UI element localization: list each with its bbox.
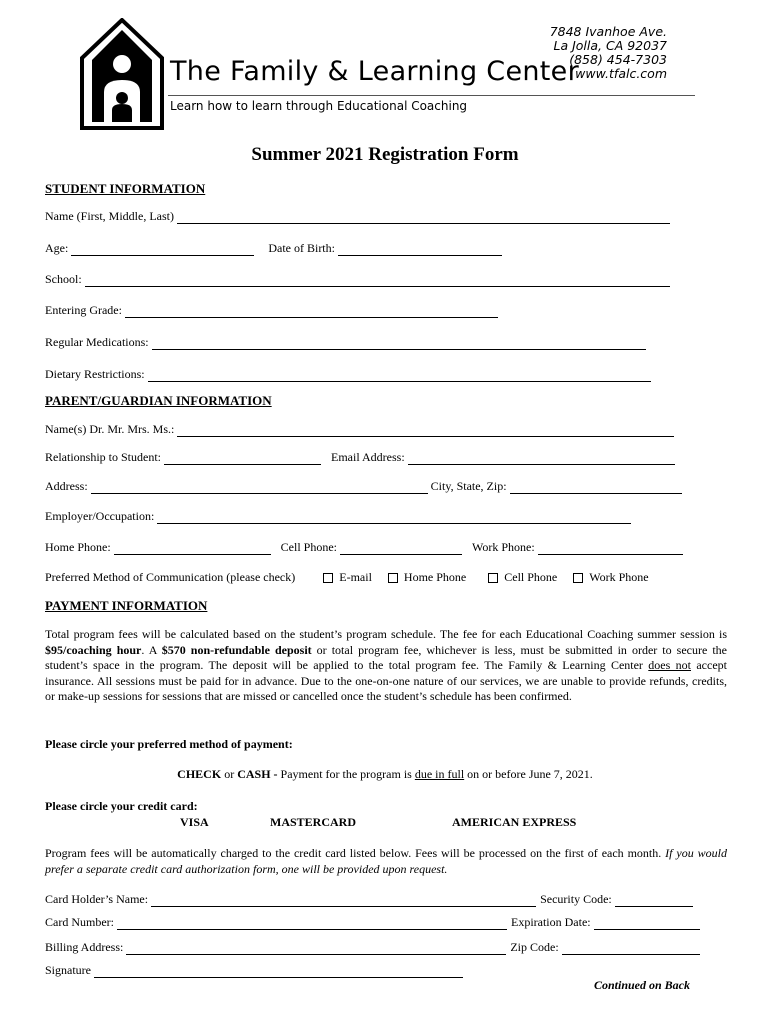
- medications-field[interactable]: [152, 337, 646, 350]
- card-number-row: [45, 914, 700, 930]
- cell-phone-checkbox[interactable]: [488, 573, 498, 583]
- phones-row: [45, 539, 683, 555]
- org-address: [550, 25, 667, 81]
- org-tagline: Learn how to learn through Educational Coaching: [170, 99, 468, 113]
- student-name-label: Name (First, Middle, Last): [45, 209, 174, 223]
- card-number-label: Card Number:: [45, 915, 114, 929]
- autocharge-paragraph: Program fees will be automatically charged to the credit card listed below. Fees will be processed on the first of each month. If you would prefer a separate credit card authorization form, one will be provided upon request.: [45, 846, 727, 876]
- email-field[interactable]: [408, 452, 675, 465]
- credit-card-heading: Please circle your credit card:: [45, 799, 198, 813]
- school-field[interactable]: [85, 274, 670, 287]
- house-logo-icon: [80, 18, 164, 130]
- hourly-rate: $95/coaching hour: [45, 642, 142, 657]
- parent-address-label: Address:: [45, 479, 88, 493]
- expiration-field[interactable]: [594, 917, 700, 930]
- org-name: The Family & Learning Center: [170, 56, 579, 87]
- comm-option-work-phone: Work Phone: [589, 570, 649, 584]
- age-dob-row: [45, 240, 502, 256]
- dietary-row: [45, 366, 651, 382]
- visa-option[interactable]: VISA: [180, 815, 209, 829]
- fee-policy-paragraph: Total program fees will be calculated based on the student’s program schedule. The fee for each Educational Coaching summer session is $95/coaching hour. A $570 non-refundable deposit or total program fee, whichever is less, must be submitted in order to secure the student’s space in the program. The deposit will be applied to the total program fee. The Family & Learning Center does not accept insurance. All sessions must be paid for in advance. Due to the one-on-one nature of our services, we are unable to provide refunds, credits, or make-up sessions for sessions that are missed or cancelled once the student’s schedule has been confirmed.: [45, 627, 728, 703]
- billing-address-field[interactable]: [126, 942, 506, 955]
- work-phone-label: Work Phone:: [472, 540, 535, 554]
- dob-label: Date of Birth:: [268, 241, 335, 255]
- zip-code-label: Zip Code:: [510, 940, 559, 954]
- email-label: Email Address:: [331, 450, 405, 464]
- employer-label: Employer/Occupation:: [45, 509, 155, 523]
- city-label: City, State, Zip:: [430, 479, 507, 493]
- home-phone-label: Home Phone:: [45, 540, 111, 554]
- relationship-email-row: [45, 449, 675, 465]
- address-line2: La Jolla, CA 92037: [553, 38, 667, 53]
- mastercard-option[interactable]: MASTERCARD: [270, 815, 357, 829]
- card-holder-label: Card Holder’s Name:: [45, 892, 149, 906]
- age-field[interactable]: [71, 243, 254, 256]
- due-in-full: due in full: [414, 767, 465, 781]
- cash-option[interactable]: CASH -: [237, 767, 278, 781]
- address-row: [45, 478, 682, 494]
- payment-method-heading: Please circle your preferred method of payment:: [45, 737, 293, 751]
- medications-label: Regular Medications:: [45, 335, 149, 349]
- medications-row: [45, 334, 646, 350]
- comm-option-home-phone: Home Phone: [403, 570, 467, 584]
- org-phone: (858) 454-7303: [569, 52, 667, 67]
- grade-field[interactable]: [125, 305, 498, 318]
- comm-option-email: E-mail: [339, 570, 372, 584]
- parent-names-label: Name(s) Dr. Mr. Mrs. Ms.:: [45, 422, 175, 436]
- home-phone-field[interactable]: [114, 542, 271, 555]
- card-number-field[interactable]: [117, 917, 507, 930]
- student-info-heading: STUDENT INFORMATION: [45, 181, 206, 196]
- parent-names-row: [45, 421, 674, 437]
- does-not-text: does not: [648, 658, 691, 672]
- home-phone-checkbox[interactable]: [388, 573, 398, 583]
- student-name-row: [45, 208, 670, 224]
- payment-info-heading: PAYMENT INFORMATION: [45, 598, 208, 613]
- dob-field[interactable]: [338, 243, 502, 256]
- org-website: www.tfalc.com: [575, 66, 667, 81]
- student-name-field[interactable]: [177, 211, 670, 224]
- employer-field[interactable]: [157, 511, 631, 524]
- dietary-label: Dietary Restrictions:: [45, 367, 145, 381]
- email-checkbox[interactable]: [323, 573, 333, 583]
- billing-row: [45, 939, 700, 955]
- work-phone-checkbox[interactable]: [573, 573, 583, 583]
- card-holder-field[interactable]: [151, 894, 536, 907]
- parent-names-field[interactable]: [177, 424, 674, 437]
- separate-form-note: If you would prefer a separate credit card authorization form, one will be provided upon request.: [45, 846, 727, 876]
- employer-row: [45, 508, 631, 524]
- address-line1: 7848 Ivanhoe Ave.: [549, 24, 667, 39]
- check-option[interactable]: CHECK: [177, 767, 222, 781]
- age-label: Age:: [45, 241, 69, 255]
- form-title: Summer 2021 Registration Form: [251, 144, 519, 165]
- grade-label: Entering Grade:: [45, 303, 122, 317]
- signature-label: Signature: [45, 963, 91, 977]
- school-label: School:: [45, 272, 82, 286]
- comm-option-cell-phone: Cell Phone: [504, 570, 558, 584]
- school-row: [45, 271, 670, 287]
- deposit-amount: $570 non-refundable deposit: [161, 642, 312, 657]
- relationship-label: Relationship to Student:: [45, 450, 161, 464]
- security-code-label: Security Code:: [540, 892, 612, 906]
- cell-phone-field[interactable]: [340, 542, 462, 555]
- grade-row: [45, 302, 498, 318]
- card-holder-row: [45, 891, 693, 907]
- signature-row: [45, 962, 463, 978]
- communication-row: [45, 569, 649, 585]
- continued-on-back: Continued on Back: [593, 978, 690, 992]
- city-field[interactable]: [510, 481, 682, 494]
- parent-address-field[interactable]: [91, 481, 428, 494]
- expiration-label: Expiration Date:: [510, 915, 591, 929]
- communication-label: Preferred Method of Communication (please check): [45, 570, 296, 584]
- parent-info-heading: PARENT/GUARDIAN INFORMATION: [45, 393, 272, 408]
- zip-code-field[interactable]: [562, 942, 700, 955]
- cell-phone-label: Cell Phone:: [280, 540, 338, 554]
- header-rule: [168, 95, 695, 96]
- relationship-field[interactable]: [164, 452, 321, 465]
- security-code-field[interactable]: [615, 894, 693, 907]
- billing-address-label: Billing Address:: [45, 940, 124, 954]
- signature-field[interactable]: [94, 965, 463, 978]
- dietary-field[interactable]: [148, 369, 651, 382]
- work-phone-field[interactable]: [538, 542, 683, 555]
- payment-method-line: CHECK or CASH - Payment for the program is due in full on or before June 7, 2021.: [177, 767, 593, 781]
- amex-option[interactable]: AMERICAN EXPRESS: [452, 815, 577, 829]
